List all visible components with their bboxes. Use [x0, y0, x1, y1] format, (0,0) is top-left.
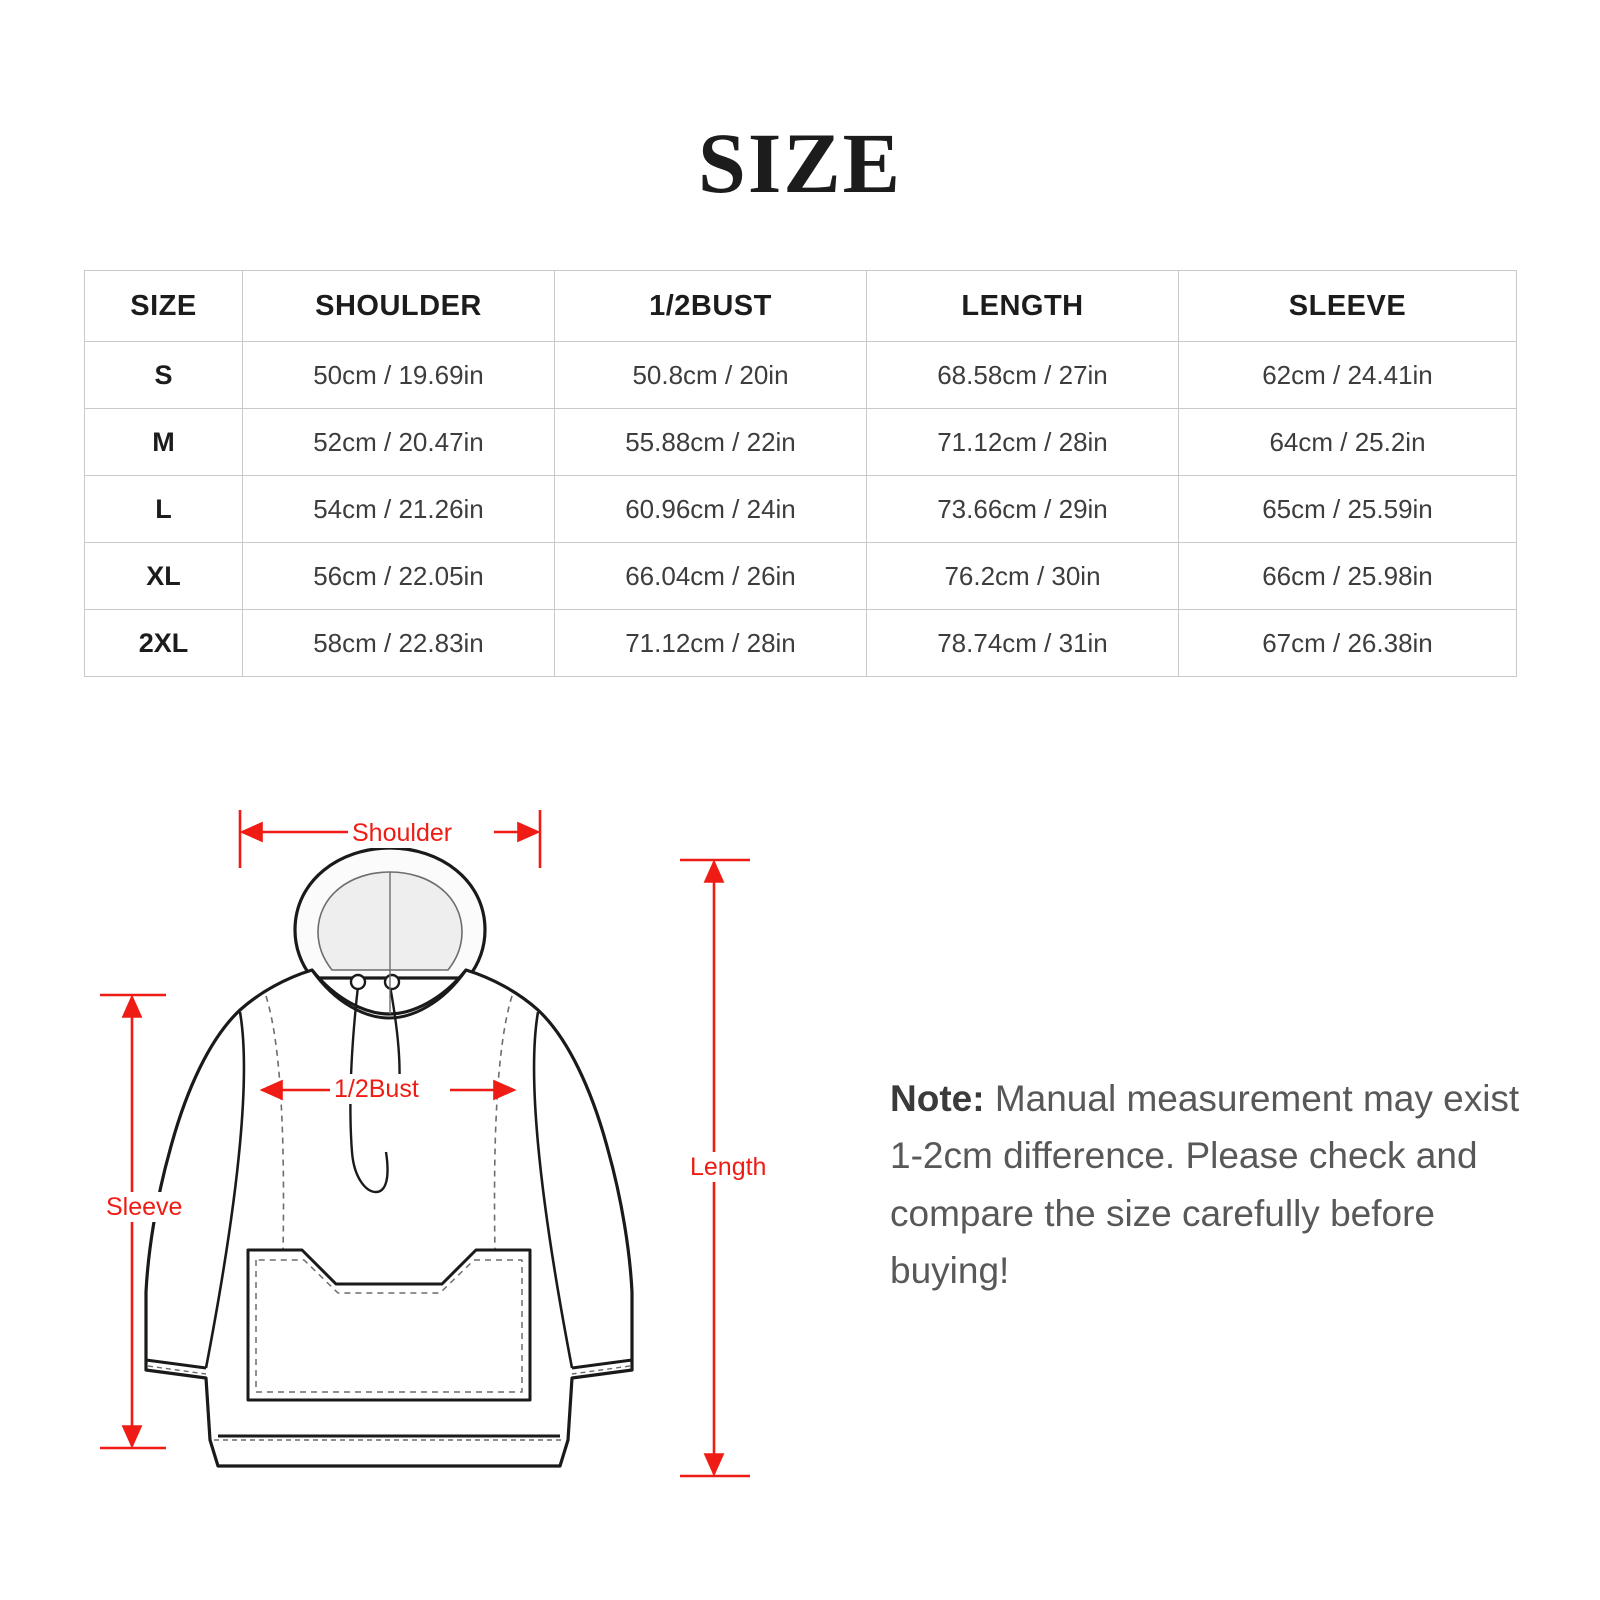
sleeve-label: Sleeve	[106, 1193, 183, 1221]
cell-shoulder: 52cm / 20.47in	[243, 409, 555, 476]
cell-shoulder: 50cm / 19.69in	[243, 342, 555, 409]
column-header-size: SIZE	[85, 271, 243, 342]
table-row	[85, 610, 1517, 677]
cell-length: 73.66cm / 29in	[867, 476, 1179, 543]
table-row	[85, 342, 1517, 409]
cell-sleeve: 64cm / 25.2in	[1179, 409, 1517, 476]
column-header-bust: 1/2BUST	[555, 271, 867, 342]
shoulder-label: Shoulder	[352, 819, 453, 847]
cell-bust: 55.88cm / 22in	[555, 409, 867, 476]
cell-sleeve: 62cm / 24.41in	[1179, 342, 1517, 409]
cell-shoulder: 58cm / 22.83in	[243, 610, 555, 677]
cell-bust: 50.8cm / 20in	[555, 342, 867, 409]
cell-bust: 60.96cm / 24in	[555, 476, 867, 543]
cell-size: L	[85, 476, 243, 543]
cell-sleeve: 67cm / 26.38in	[1179, 610, 1517, 677]
column-header-length: LENGTH	[867, 271, 1179, 342]
page-title: SIZE	[697, 115, 903, 211]
cell-size: 2XL	[85, 610, 243, 677]
table-row	[85, 409, 1517, 476]
cell-shoulder: 54cm / 21.26in	[243, 476, 555, 543]
cell-length: 78.74cm / 31in	[867, 610, 1179, 677]
cell-length: 76.2cm / 30in	[867, 543, 1179, 610]
cell-shoulder: 56cm / 22.05in	[243, 543, 555, 610]
note-label: Note:	[890, 1078, 985, 1119]
note-text: Manual measurement may exist 1-2cm difference. Please check and compare the size carefully before buying!	[890, 1078, 1520, 1292]
cell-sleeve: 65cm / 25.59in	[1179, 476, 1517, 543]
column-header-shoulder: SHOULDER	[243, 271, 555, 342]
table-row	[85, 543, 1517, 610]
cell-size: S	[85, 342, 243, 409]
hoodie-illustration	[146, 848, 632, 1466]
note-block	[890, 1070, 1530, 1299]
length-label: Length	[690, 1153, 767, 1181]
cell-bust: 66.04cm / 26in	[555, 543, 867, 610]
table-row	[85, 476, 1517, 543]
cell-size: M	[85, 409, 243, 476]
cell-length: 71.12cm / 28in	[867, 409, 1179, 476]
cell-length: 68.58cm / 27in	[867, 342, 1179, 409]
column-header-sleeve: SLEEVE	[1179, 271, 1517, 342]
cell-bust: 71.12cm / 28in	[555, 610, 867, 677]
bust-label: 1/2Bust	[334, 1075, 419, 1103]
cell-size: XL	[85, 543, 243, 610]
table-header-row	[85, 271, 1517, 342]
size-chart-table	[84, 270, 1517, 677]
measurement-diagram	[90, 800, 880, 1520]
cell-sleeve: 66cm / 25.98in	[1179, 543, 1517, 610]
